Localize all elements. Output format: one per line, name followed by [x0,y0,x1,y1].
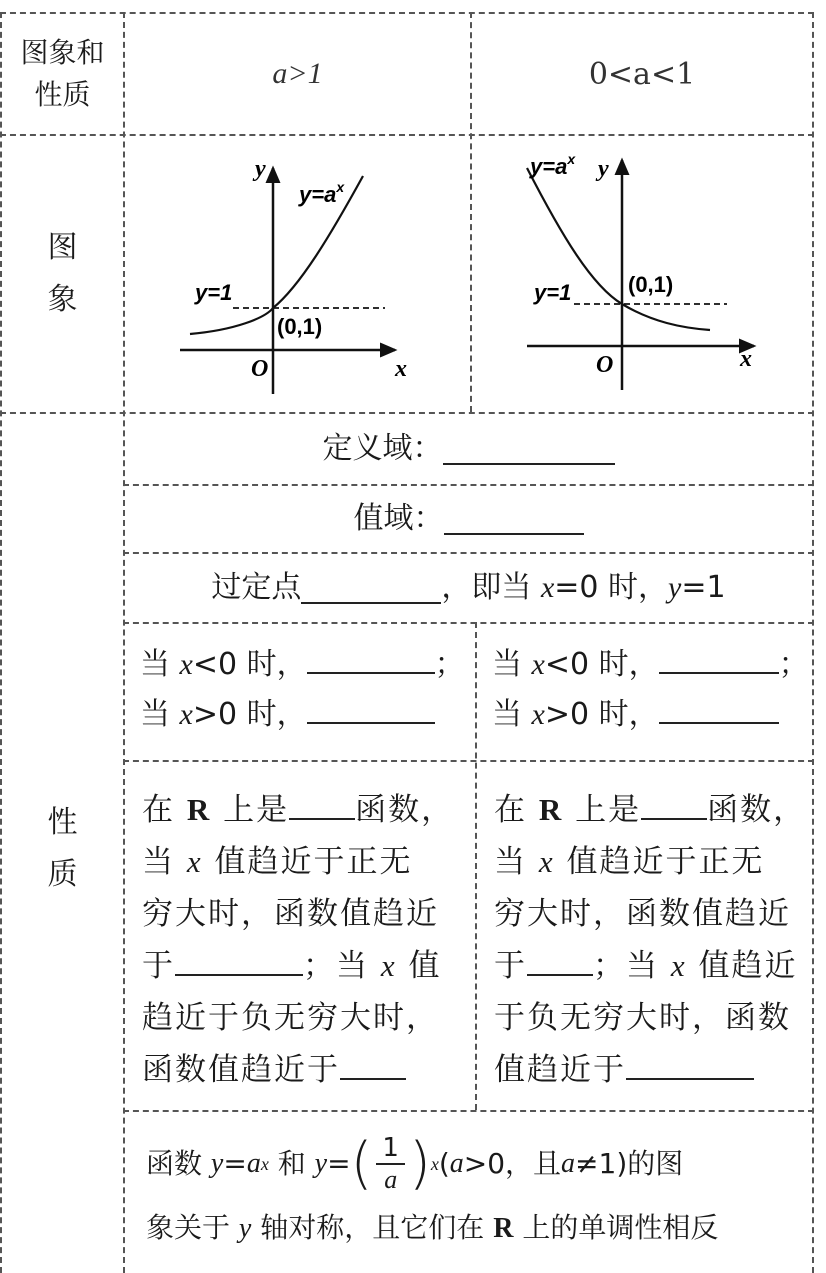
line-y1-label: y=1 [534,280,572,305]
mono-left-line1: 在 R 上是 函数， [142,784,472,836]
header-label-cell [2,14,123,134]
axis-y-label: y [598,156,609,182]
mono-right-line1: 在 R 上是 函数， [494,784,810,836]
domain-label: 定义域： [322,431,443,466]
symmetry-cell [146,1132,810,1272]
mono-right-line4: 于 ；当 x 值趋近 [494,940,810,992]
condition-right-blank2[interactable] [659,692,779,724]
origin-label: O [251,356,269,382]
fixed-point-row-divider [123,622,814,624]
graph-label-line1: 图 [47,230,78,265]
fixed-point-text-c: =0 时， [554,570,669,605]
mono-left-line3: 穷大时，函数值趋近 [142,896,439,932]
fixed-point-text-b: ，即当 [441,570,532,605]
domain-blank[interactable] [443,433,615,465]
condition-left-blank2[interactable] [307,692,435,724]
condition-row-divider [123,760,814,762]
condition-right-cell [492,640,810,750]
condition-left-line1: 当 x<0 时， ； [140,640,470,690]
point-0-1-label: (0,1) [277,314,323,339]
table-right-border [812,12,814,1273]
point-0-1-label: (0,1) [628,272,674,297]
fixed-point-blank[interactable] [301,572,441,604]
exponential-curve [190,176,363,334]
header-label-line1: 图象和 [20,36,105,69]
origin-label: O [596,352,614,378]
header-condition-right: 0<a<1 [588,56,696,92]
graph-label-line2: 象 [47,282,78,317]
monotonic-row-divider [123,1110,814,1112]
symmetry-line2: 象关于 y 轴对称，且它们在 R 上的单调性相反 [146,1211,719,1244]
mono-right-line5: 于负无穷大时，函数 [494,1000,791,1036]
condition-right-blank1[interactable] [659,642,779,674]
mono-right-blank1[interactable] [641,788,707,820]
mono-right-line6: 值趋近于 [494,1044,810,1096]
properties-column-divider [475,622,477,1110]
exponential-curve [527,168,710,330]
fixed-point-row [125,554,812,622]
mono-left-blank2[interactable] [175,944,303,976]
curve-label: $y=a^x$ [299,179,345,207]
header-a-greater-1 [125,14,470,134]
axis-x-label: x [395,356,407,382]
header-condition-left: a>1 [272,57,323,90]
graph-a-between-0-1 [472,136,812,412]
mono-left-line2: 当 x 值趋近于正无 [142,844,413,880]
header-label-line2: 性质 [34,78,91,111]
mono-left-line5: 趋近于负无穷大时， [142,1000,439,1036]
mono-left-line6: 函数值趋近于 [142,1044,472,1096]
condition-right-line2: 当 x>0 时， [492,690,810,740]
monotonic-right-cell [494,784,810,1104]
fraction: 1 a [376,1133,405,1195]
fixed-point-x: x [540,571,555,604]
mono-left-blank3[interactable] [340,1048,406,1080]
domain-row [125,414,812,484]
graph-label-cell [2,136,123,412]
monotonic-left-cell [142,784,472,1104]
condition-left-line2: 当 x>0 时， [140,690,470,740]
properties-label-cell [2,414,123,1273]
properties-label-line2: 质 [47,856,78,892]
fixed-point-y: y [668,571,682,604]
axis-y-label: y [255,156,266,182]
line-y1-label: y=1 [195,280,233,305]
graph-a-greater-1 [125,136,470,412]
axis-x-label: x [740,346,752,372]
fixed-point-text-d: =1 [681,570,726,605]
mono-right-blank3[interactable] [626,1048,754,1080]
fixed-point-text-a: 过定点 [211,570,302,605]
symmetry-line1: 函数 y = a x 和 y = ( 1 a ) x ( a >0，且 a ≠1)的图 [146,1131,684,1196]
properties-label-line1: 性 [47,804,78,840]
mono-right-line2: 当 x 值趋近于正无 [494,844,765,880]
range-row [125,486,812,552]
header-a-between-0-1 [472,14,812,134]
mono-right-blank2[interactable] [527,944,593,976]
condition-left-blank1[interactable] [307,642,435,674]
condition-left-cell [140,640,470,750]
range-label: 值域： [353,501,444,536]
mono-left-line4: 于 ；当 x 值 [142,940,472,992]
condition-right-line1: 当 x<0 时， ； [492,640,810,690]
fraction-paren: ( 1 a ) x [350,1131,439,1196]
mono-right-line3: 穷大时，函数值趋近 [494,896,791,932]
curve-label: $y=a^x$ [530,151,576,179]
range-blank[interactable] [444,503,584,535]
mono-left-blank1[interactable] [289,788,355,820]
